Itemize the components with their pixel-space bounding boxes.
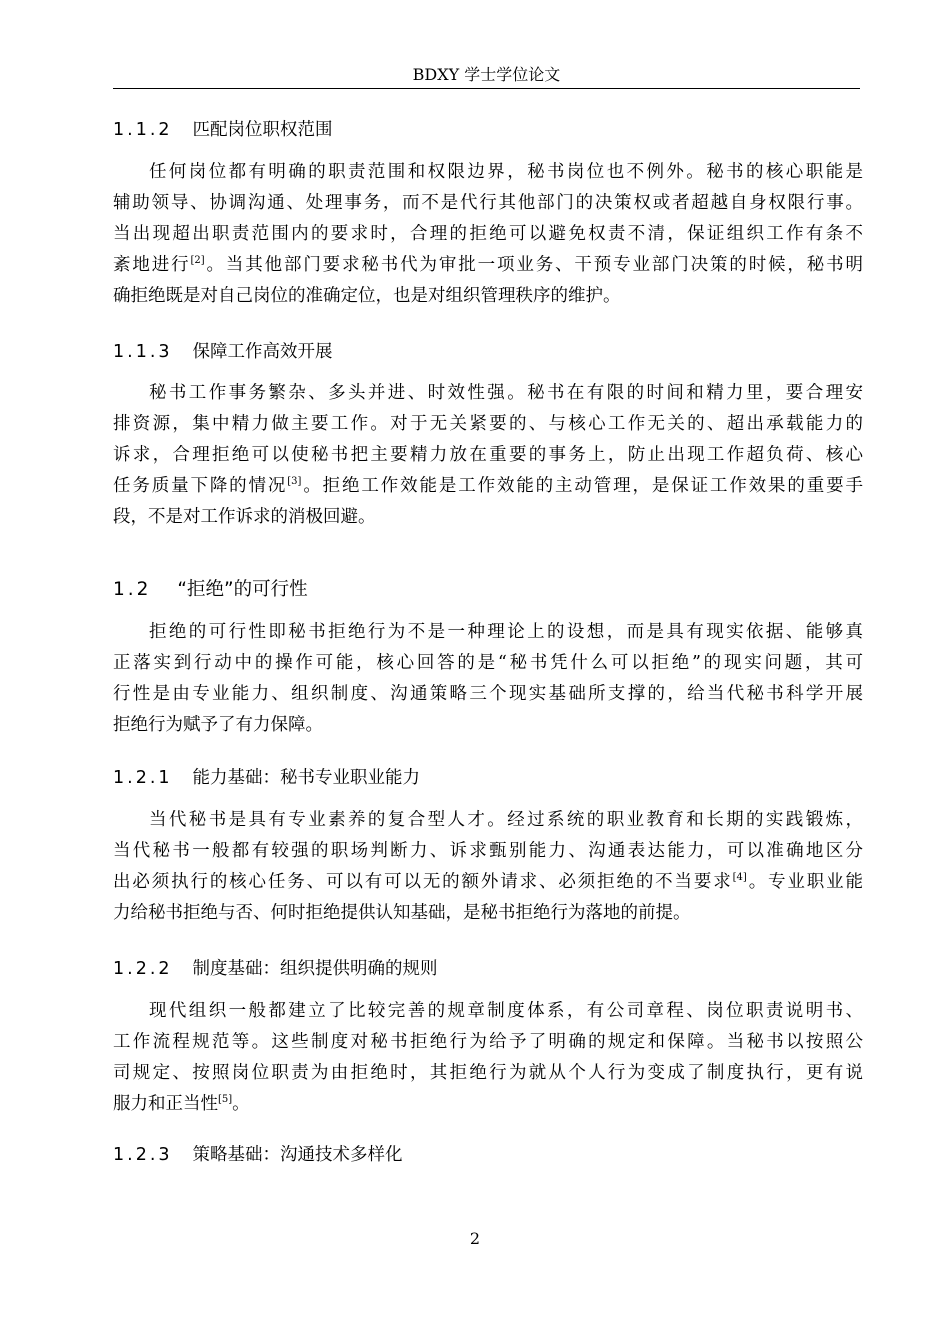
text-run: 任务质量下降的情况 — [113, 476, 288, 496]
text-line: 拒绝行为赋予了有力保障。 — [113, 715, 323, 735]
section-heading-1-2 — [113, 578, 308, 602]
citation-ref: [5] — [218, 1094, 233, 1105]
text-run: 出必须执行的核心任务、可以有可以无的额外请求、必须拒绝的不当要求 — [113, 872, 733, 892]
text-line: 辅助领导、协调沟通、处理事务，而不是代行其他部门的决策权或者超越自身权限行事。 — [113, 193, 863, 213]
citation-ref: [2] — [190, 255, 205, 266]
paragraph-4 — [113, 805, 863, 929]
text-line: 任何岗位都有明确的职责范围和权限边界，秘书岗位也不例外。秘书的核心职能是 — [149, 162, 863, 182]
running-header: BDXY 学士学位论文 — [412, 65, 561, 84]
text-line: 段，不是对工作诉求的消极回避。 — [113, 507, 376, 527]
text-line: 行性是由专业能力、组织制度、沟通策略三个现实基础所支撑的，给当代秘书科学开展 — [113, 684, 863, 704]
text-line: 当代秘书是具有专业素养的复合型人才。经过系统的职业教育和长期的实践锻炼， — [149, 810, 863, 830]
text-line — [113, 867, 863, 898]
text-line: 工作流程规范等。这些制度对秘书拒绝行为给予了明确的规定和保障。当秘书以按照公 — [113, 1032, 863, 1052]
text-line — [113, 471, 863, 502]
section-title: 制度基础：组织提供明确的规则 — [192, 959, 438, 979]
text-line: 排资源，集中精力做主要工作。对于无关紧要的、与核心工作无关的、超出承载能力的 — [113, 414, 863, 434]
text-line: 力给秘书拒绝与否、何时拒绝提供认知基础，是秘书拒绝行为落地的前提。 — [113, 903, 691, 923]
text-run: 。 — [232, 1094, 250, 1114]
text-line: 当代秘书一般都有较强的职场判断力、诉求甄别能力、沟通表达能力，可以准确地区分 — [113, 841, 863, 861]
section-heading-1-1-2 — [113, 118, 333, 142]
paragraph-3 — [113, 617, 863, 741]
section-number: 1.1.2 — [113, 120, 173, 140]
text-line — [113, 1089, 863, 1120]
citation-ref: [4] — [732, 872, 747, 883]
text-line — [113, 250, 863, 281]
page-number: 2 — [469, 1229, 481, 1248]
header-rule — [113, 88, 860, 89]
section-title: 策略基础：沟通技术多样化 — [192, 1145, 403, 1165]
text-run: 。拒绝工作效能是工作效能的主动管理，是保证工作效果的重要手 — [301, 476, 864, 496]
section-heading-1-2-2 — [113, 957, 438, 981]
section-heading-1-2-3 — [113, 1143, 403, 1167]
section-heading-1-1-3 — [113, 340, 333, 364]
text-line: 拒绝的可行性即秘书拒绝行为不是一种理论上的设想，而是具有现实依据、能够真 — [149, 622, 863, 642]
text-run: 紊地进行 — [113, 255, 191, 275]
citation-ref: [3] — [287, 476, 302, 487]
section-number: 1.2.3 — [113, 1145, 173, 1165]
section-heading-1-2-1 — [113, 766, 420, 790]
section-number: 1.1.3 — [113, 342, 173, 362]
text-run: 服力和正当性 — [113, 1094, 218, 1114]
paragraph-1 — [113, 157, 863, 312]
section-number: 1.2.2 — [113, 959, 173, 979]
text-line: 正落实到行动中的操作可能，核心回答的是“秘书凭什么可以拒绝”的现实问题，其可 — [113, 653, 863, 673]
text-line: 现代组织一般都建立了比较完善的规章制度体系，有公司章程、岗位职责说明书、 — [149, 1001, 863, 1021]
section-number: 1.2 — [113, 579, 152, 600]
section-title: “拒绝”的可行性 — [177, 579, 308, 600]
section-number: 1.2.1 — [113, 768, 173, 788]
text-line: 诉求，合理拒绝可以使秘书把主要精力放在重要的事务上，防止出现工作超负荷、核心 — [113, 445, 863, 465]
text-line: 秘书工作事务繁杂、多头并进、时效性强。秘书在有限的时间和精力里，要合理安 — [149, 383, 863, 403]
section-title: 能力基础：秘书专业职业能力 — [192, 768, 421, 788]
section-title: 匹配岗位职权范围 — [192, 120, 333, 140]
section-title: 保障工作高效开展 — [192, 342, 333, 362]
text-line: 当出现超出职责范围内的要求时，合理的拒绝可以避免权责不清，保证组织工作有条不 — [113, 224, 863, 244]
text-line: 确拒绝既是对自己岗位的准确定位，也是对组织管理秩序的维护。 — [113, 286, 621, 306]
paragraph-2 — [113, 378, 863, 533]
paragraph-5 — [113, 996, 863, 1120]
text-line: 司规定、按照岗位职责为由拒绝时，其拒绝行为就从个人行为变成了制度执行，更有说 — [113, 1063, 863, 1083]
text-run: 。当其他部门要求秘书代为审批一项业务、干预专业部门决策的时候，秘书明 — [204, 255, 864, 275]
text-run: 。专业职业能 — [746, 872, 864, 892]
